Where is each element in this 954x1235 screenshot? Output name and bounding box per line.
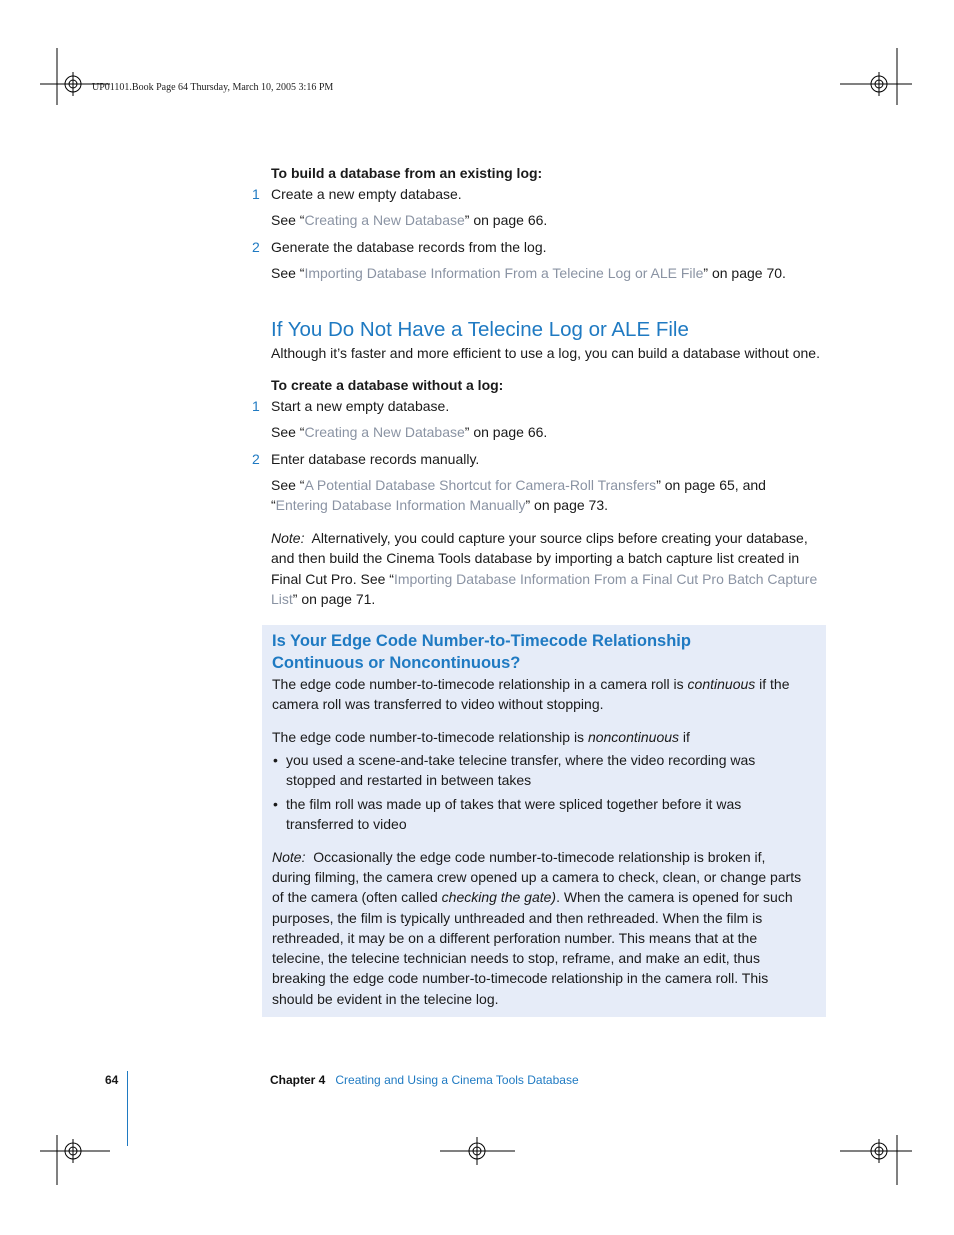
see-reference	[271, 495, 608, 515]
list-item: transferred to video	[286, 816, 407, 832]
sidebar-note: rethreaded, it may be on a different perforation number. This means that at the	[272, 930, 758, 946]
emphasis: checking the gate)	[441, 889, 557, 905]
cross-reference-link[interactable]: A Potential Database Shortcut for Camera-Roll Transfers	[304, 477, 657, 493]
cross-reference-link[interactable]: List	[271, 591, 293, 607]
cross-reference-link[interactable]: Creating a New Database	[304, 424, 465, 440]
note-text: . When the camera is opened for such	[556, 889, 793, 905]
text: The edge code number-to-timecode relationship is	[272, 729, 588, 745]
footer-chapter	[270, 1073, 579, 1087]
cross-reference-link[interactable]: Importing Database Information From a Final Cut Pro Batch Capture	[393, 571, 818, 587]
footer-rule	[127, 1071, 128, 1146]
sidebar-heading: Continuous or Noncontinuous?	[272, 654, 521, 672]
emphasis: continuous	[687, 676, 756, 692]
note-text: ” on page 71.	[292, 591, 376, 607]
text: if the	[755, 676, 790, 692]
note-label: Note:	[271, 530, 305, 546]
sidebar-note: should be evident in the telecine log.	[272, 991, 499, 1007]
see-reference	[271, 210, 547, 230]
step-number: 2	[252, 239, 260, 255]
note-line	[271, 589, 375, 609]
sidebar-note	[272, 847, 765, 867]
see-prefix: See “	[271, 424, 305, 440]
list-item: stopped and restarted in between takes	[286, 772, 532, 788]
see-suffix: ” on page 66.	[464, 424, 548, 440]
note-text: Alternatively, you could capture your source clips before creating your database,	[311, 530, 808, 546]
list-item: you used a scene-and-take telecine transfer, where the video recording was	[286, 752, 756, 768]
sidebar-note	[272, 887, 793, 907]
sidebar-heading: Is Your Edge Code Number-to-Timecode Relationship	[272, 632, 691, 650]
step-text: Generate the database records from the log.	[271, 239, 547, 255]
note-line	[271, 528, 808, 548]
see-middle: ” on page 65, and	[656, 477, 766, 493]
see-prefix: See “	[271, 212, 305, 228]
section-intro: Although it’s faster and more efficient to use a log, you can build a database without one.	[271, 345, 820, 361]
sidebar-paragraph: camera roll was transferred to video without stopping.	[272, 696, 604, 712]
note-label: Note:	[272, 849, 306, 865]
step-number: 1	[252, 186, 260, 202]
sidebar-paragraph	[272, 674, 790, 694]
see-prefix: See “	[271, 265, 305, 281]
sidebar-note: breaking the edge code number-to-timecode relationship in the camera roll. This	[272, 970, 769, 986]
see-prefix: See “	[271, 477, 305, 493]
procedure-lead-existing-log: To build a database from an existing log:	[271, 165, 543, 181]
step-text: Start a new empty database.	[271, 398, 450, 414]
note-line: and then build the Cinema Tools database by importing a batch capture list created in	[271, 550, 800, 566]
sidebar-paragraph	[272, 727, 690, 747]
bullet-marker: •	[273, 752, 278, 768]
note-text: of the camera (often called	[272, 889, 442, 905]
section-heading: If You Do Not Have a Telecine Log or ALE File	[271, 318, 689, 341]
sidebar-note: purposes, the film is typically unthreaded and then rethreaded. When the film is	[272, 910, 763, 926]
step-number: 1	[252, 398, 260, 414]
see-prefix: “	[271, 497, 276, 513]
note-text: Final Cut Pro. See “	[271, 571, 394, 587]
see-suffix: ” on page 73.	[525, 497, 608, 513]
step-number: 2	[252, 451, 260, 467]
print-slug: UP01101.Book Page 64 Thursday, March 10, 2005 3:16 PM	[92, 82, 334, 93]
see-suffix: ” on page 66.	[464, 212, 548, 228]
note-text: Occasionally the edge code number-to-timecode relationship is broken if,	[313, 849, 766, 865]
note-line	[271, 569, 817, 589]
page-number: 64	[105, 1073, 119, 1087]
text: The edge code number-to-timecode relationship in a camera roll is	[272, 676, 688, 692]
emphasis: noncontinuous	[587, 729, 680, 745]
step-text: Enter database records manually.	[271, 451, 480, 467]
chapter-title-link[interactable]: Creating and Using a Cinema Tools Database	[335, 1073, 579, 1087]
cross-reference-link[interactable]: Entering Database Information Manually	[275, 497, 526, 513]
sidebar-note: telecine, the telecine technician needs to stop, reframe, and make an edit, thus	[272, 950, 760, 966]
step-text: Create a new empty database.	[271, 186, 462, 202]
chapter-label: Chapter 4	[270, 1073, 326, 1087]
cross-reference-link[interactable]: Creating a New Database	[304, 212, 465, 228]
cross-reference-link[interactable]: Importing Database Information From a Telecine Log or ALE File	[304, 265, 704, 281]
text: if	[679, 729, 690, 745]
see-reference	[271, 422, 547, 442]
see-suffix: ” on page 70.	[703, 265, 786, 281]
see-reference	[271, 263, 786, 283]
procedure-lead-no-log: To create a database without a log:	[271, 377, 504, 393]
list-item: the film roll was made up of takes that were spliced together before it was	[286, 796, 742, 812]
bullet-marker: •	[273, 796, 278, 812]
sidebar-note: during filming, the camera crew opened up a camera to check, clean, or change parts	[272, 869, 802, 885]
see-reference	[271, 475, 766, 495]
